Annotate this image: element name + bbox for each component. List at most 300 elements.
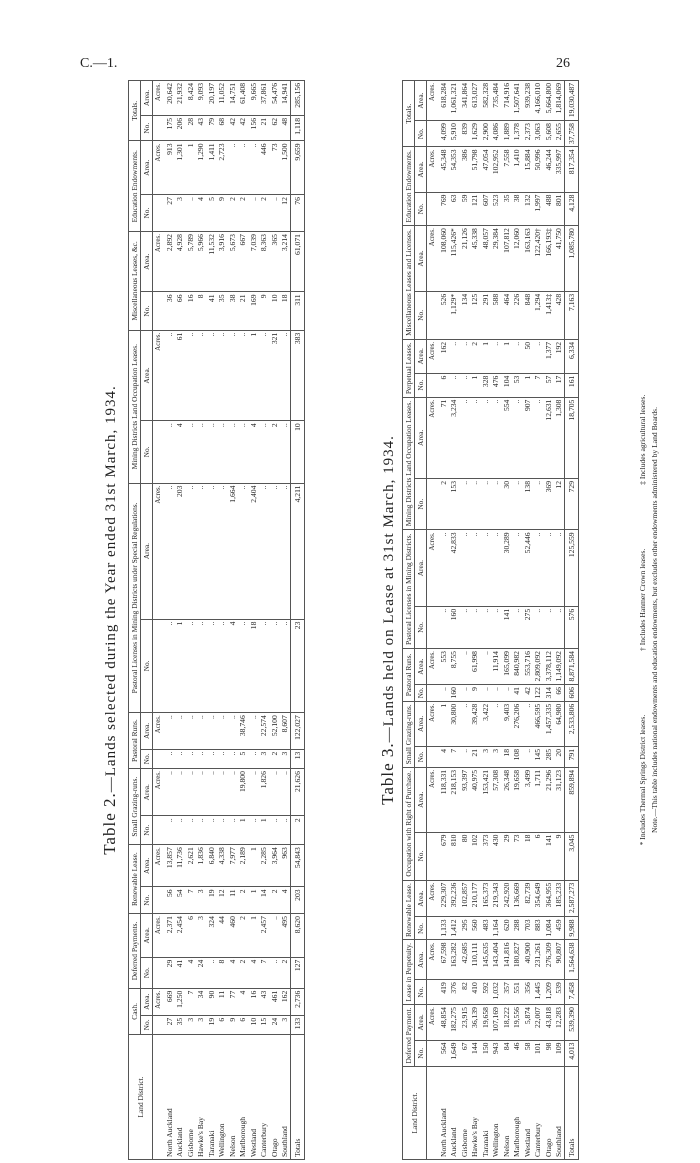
table-cell: .. <box>532 397 543 478</box>
table-cell: 5 <box>206 195 217 232</box>
table-cell: 41,750 <box>553 226 564 292</box>
table-cell: 141 <box>543 832 554 880</box>
table-cell: 4,086 <box>490 121 501 147</box>
table-cell: 3 <box>279 749 290 768</box>
district-name: Auckland <box>174 1035 185 1160</box>
total-cell: 383 <box>290 330 305 421</box>
table-cell: 18 <box>279 292 290 330</box>
unit-spacer <box>427 746 438 767</box>
table-cell: 19,556 <box>511 1005 522 1041</box>
table-row <box>227 81 238 1160</box>
unit-label: Acres. <box>427 226 438 292</box>
table-cell: .. <box>269 816 280 845</box>
table3-note: Note.—This table includes national endowments and education endowments, but excludes other endowments administered by Land Boards. <box>650 407 659 833</box>
table-cell: 109 <box>553 1040 564 1066</box>
table-cell: 61,408 <box>237 81 248 116</box>
table-cell: .. <box>258 619 269 713</box>
table-cell: .. <box>248 769 259 816</box>
no-subheader: No. <box>141 195 153 232</box>
table-cell: 3,234 <box>448 397 459 478</box>
table-cell: 356 <box>522 980 533 1005</box>
unit-label: Acres. <box>153 713 164 749</box>
table-cell: 90,807 <box>553 940 564 980</box>
table-row <box>543 81 554 1160</box>
table-cell: 7 <box>448 746 459 767</box>
table-cell: .. <box>206 816 217 845</box>
totals-label: Totals <box>290 1035 305 1160</box>
district-name: Canterbury <box>258 1035 269 1160</box>
district-name: Otago <box>543 1067 554 1160</box>
table-cell: .. <box>459 701 470 746</box>
table3-group-header-row <box>403 81 415 1160</box>
table2-title: Table 2.—Lands selected during the Year ended 31st March, 1934. <box>100 385 119 855</box>
unit-spacer <box>153 115 164 141</box>
no-subheader: No. <box>141 421 153 483</box>
table-cell: 1,649 <box>448 1040 459 1066</box>
area-subheader: Area. <box>415 767 427 832</box>
table-cell: 141 <box>501 606 512 648</box>
table-cell: 2,655 <box>553 121 564 147</box>
table3-group-header: Renewable Lease. <box>403 880 415 940</box>
table-cell: .. <box>237 421 248 483</box>
table-cell: .. <box>195 330 206 421</box>
table-cell: 2 <box>237 195 248 232</box>
total-cell: 2,533,806 <box>564 701 579 746</box>
table-cell: 1 <box>258 816 269 845</box>
table-cell: 206 <box>174 115 185 141</box>
table-cell: 373 <box>480 832 491 880</box>
area-subheader: Area. <box>141 988 153 1015</box>
district-name: Southland <box>279 1035 290 1160</box>
unit-spacer <box>427 373 438 397</box>
no-subheader: No. <box>415 746 427 767</box>
unit-label: Acres. <box>153 483 164 619</box>
table-cell: 203 <box>174 483 185 619</box>
table-cell: 163,163 <box>522 226 533 292</box>
table-cell: 93,397 <box>459 767 470 832</box>
table-cell: .. <box>258 483 269 619</box>
table-cell: .. <box>459 606 470 648</box>
table-cell: 27 <box>164 1015 175 1034</box>
table-cell: .. <box>469 397 480 478</box>
page-reference: C.—1. <box>80 56 118 71</box>
unit-label: Acres. <box>153 845 164 887</box>
table-row <box>438 81 449 1160</box>
table-cell: 1 <box>185 141 196 195</box>
table-cell: 47,054 <box>480 147 491 192</box>
table-cell: .. <box>174 816 185 845</box>
table-cell: .. <box>237 330 248 421</box>
table-cell: 1 <box>237 816 248 845</box>
table-row <box>448 81 459 1160</box>
table-cell: 134 <box>459 291 470 339</box>
table-cell: .. <box>206 749 217 768</box>
table-cell: 3 <box>174 195 185 232</box>
table-cell: 24 <box>269 1015 280 1034</box>
table-cell: 41 <box>174 957 185 988</box>
table-cell: 11 <box>227 887 238 914</box>
table-cell: 4,166,010 <box>532 81 543 121</box>
table-cell: .. <box>532 530 543 606</box>
table-cell: 18 <box>248 619 259 713</box>
table-cell: 459 <box>553 917 564 940</box>
table-cell: 11,052 <box>216 81 227 116</box>
table-cell: 483 <box>480 917 491 940</box>
table-cell: 1,061,321 <box>448 81 459 121</box>
district-name: Nelson <box>227 1035 238 1160</box>
table-cell: 107,169 <box>490 1005 501 1041</box>
district-name: Wellington <box>490 1067 501 1160</box>
table-cell: .. <box>511 339 522 373</box>
district-name: Canterbury <box>532 1067 543 1160</box>
table-cell: 2,189 <box>237 845 248 887</box>
table-cell: 108 <box>511 746 522 767</box>
unit-label: Acres. <box>427 81 438 121</box>
table-cell: 24 <box>195 957 206 988</box>
table-cell: 242,920 <box>501 880 512 917</box>
table-cell: 165,099 <box>501 649 512 685</box>
total-cell: 4,211 <box>290 483 305 619</box>
unit-label: Acres. <box>427 147 438 192</box>
district-name: North Auckland <box>438 1067 449 1160</box>
unit-label: Acres. <box>427 940 438 980</box>
table-cell: .. <box>185 483 196 619</box>
table-cell: 564 <box>438 1040 449 1066</box>
table-cell: 321 <box>269 330 280 421</box>
unit-label: Acres. <box>153 141 164 195</box>
table-cell: 295 <box>459 917 470 940</box>
table-cell: 9 <box>216 195 227 232</box>
table-cell: .. <box>269 957 280 988</box>
table-cell: 45,348 <box>438 147 449 192</box>
table-cell: 2 <box>438 478 449 529</box>
unit-spacer <box>153 1015 164 1034</box>
table-cell: 1 <box>469 373 480 397</box>
table-cell: .. <box>553 606 564 648</box>
table-cell: 35 <box>216 292 227 330</box>
table-cell: 21,296 <box>543 767 554 832</box>
total-cell: 54,843 <box>290 845 305 887</box>
table-cell: 3,916 <box>216 232 227 292</box>
table-cell: 3,063 <box>532 121 543 147</box>
district-name: North Auckland <box>164 1035 175 1160</box>
table-cell: 883 <box>532 917 543 940</box>
table-cell: 735,484 <box>490 81 501 121</box>
table-cell: 3,964 <box>269 845 280 887</box>
table-cell: 5,874 <box>522 1005 533 1041</box>
table-cell: 1,457,335 <box>543 701 554 746</box>
table-cell: 328 <box>480 373 491 397</box>
table-cell: 314 <box>543 685 554 702</box>
table-cell: 3 <box>480 746 491 767</box>
table-cell: 19,800 <box>237 769 248 816</box>
table-cell: 419 <box>438 980 449 1005</box>
table-cell: 466,595 <box>532 701 543 746</box>
table-cell: .. <box>164 816 175 845</box>
table-row <box>185 81 196 1160</box>
no-subheader: No. <box>415 832 427 880</box>
unit-label: Acres. <box>427 530 438 606</box>
table-cell: .. <box>553 530 564 606</box>
table-row <box>501 81 512 1160</box>
no-subheader: No. <box>415 373 427 397</box>
area-subheader: Area. <box>415 530 427 606</box>
unit-spacer <box>153 749 164 768</box>
table-cell: 226 <box>511 291 522 339</box>
table-cell: 3,422 <box>480 701 491 746</box>
district-name: Hawke's Bay <box>469 1067 480 1160</box>
table-cell: 42 <box>522 685 533 702</box>
table-cell: 410 <box>469 980 480 1005</box>
table-cell: 48 <box>279 115 290 141</box>
total-cell: 10 <box>290 421 305 483</box>
area-subheader: Area. <box>141 232 153 292</box>
table-cell: 166,193‡ <box>543 226 554 292</box>
table-cell: 7 <box>258 957 269 988</box>
table-cell: .. <box>522 746 533 767</box>
table-cell: 153,421 <box>480 767 491 832</box>
table-cell: 2,809,092 <box>532 649 543 685</box>
table-cell: .. <box>511 478 522 529</box>
table-cell: 52,100 <box>269 713 280 749</box>
table-cell: 165,373 <box>480 880 491 917</box>
table-cell: 1,294 <box>532 291 543 339</box>
table-cell: .. <box>448 339 459 373</box>
unit-label: Acres. <box>427 339 438 373</box>
table-cell: 2,621 <box>185 845 196 887</box>
no-subheader: No. <box>141 619 153 713</box>
table-cell: .. <box>248 816 259 845</box>
table-cell: 2 <box>469 339 480 373</box>
table-cell: 35 <box>174 1015 185 1034</box>
table-row <box>206 81 217 1160</box>
table-cell: 43,818 <box>543 1005 554 1041</box>
table-cell: 150 <box>480 1040 491 1066</box>
table-cell: 1 <box>248 914 259 958</box>
table-cell: 523 <box>490 192 501 226</box>
table-cell: 2,371 <box>164 914 175 958</box>
table-cell: 26,348 <box>501 767 512 832</box>
table-cell: .. <box>248 141 259 195</box>
district-name: Taranaki <box>206 1035 217 1160</box>
table-cell: 37,861 <box>258 81 269 116</box>
table-cell: .. <box>269 619 280 713</box>
total-cell: 37,758 <box>564 121 579 147</box>
table-cell: .. <box>258 330 269 421</box>
table-cell: 1,711 <box>532 767 543 832</box>
district-name: Westland <box>522 1067 533 1160</box>
table-cell: .. <box>258 421 269 483</box>
totals-row <box>564 81 579 1160</box>
table-cell: 285 <box>543 746 554 767</box>
table-cell: 101 <box>532 1040 543 1066</box>
table-cell: 6 <box>532 832 543 880</box>
table-cell: 162 <box>279 988 290 1015</box>
district-name: Nelson <box>501 1067 512 1160</box>
table-cell: 1,412 <box>448 917 459 940</box>
totals-label: Totals <box>564 1067 579 1160</box>
unit-spacer <box>427 980 438 1005</box>
table-cell: 67,598 <box>438 940 449 980</box>
table-cell: 16 <box>248 988 259 1015</box>
total-cell: 8,871,584 <box>564 649 579 685</box>
table-cell: 53 <box>511 373 522 397</box>
table-cell: 2,892 <box>164 232 175 292</box>
table-cell: .. <box>227 749 238 768</box>
table-cell: 48,057 <box>480 226 491 292</box>
table-cell: 5,608 <box>543 121 554 147</box>
table-cell: 4 <box>227 619 238 713</box>
table-cell: 7 <box>185 988 196 1015</box>
table2-group-header: Pastoral Licenses in Mining Districts under Special Regulations. <box>129 483 141 713</box>
total-cell: 133 <box>290 1015 305 1034</box>
table-cell: 9 <box>258 292 269 330</box>
table-cell: 4 <box>195 195 206 232</box>
table-cell: 19 <box>206 1015 217 1034</box>
table2-group-header: Miscellaneous Leases, &c. <box>129 232 141 331</box>
table-cell: 136,669 <box>511 880 522 917</box>
table-cell: 160 <box>448 685 459 702</box>
table-cell: 138 <box>522 478 533 529</box>
table-cell: 1,032 <box>490 980 501 1005</box>
table-cell: 145 <box>532 746 543 767</box>
table-cell: 801 <box>553 192 564 226</box>
table-cell: 3 <box>279 1015 290 1034</box>
table3-group-header: Lease in Perpetuity. <box>403 940 415 1005</box>
table-cell: .. <box>227 769 238 816</box>
table-cell: 19,658 <box>480 1005 491 1041</box>
table-cell: .. <box>206 421 217 483</box>
table-cell: 118,331 <box>438 767 449 832</box>
no-subheader: No. <box>141 292 153 330</box>
table-cell: 61,998 <box>469 649 480 685</box>
table-cell: 6 <box>237 1015 248 1034</box>
table-cell: 1 <box>248 330 259 421</box>
table-cell: 141,816 <box>501 940 512 980</box>
table-cell: 1,133 <box>438 917 449 940</box>
table-cell: 12,631 <box>543 397 554 478</box>
table-cell: 1 <box>174 619 185 713</box>
table-cell: 110,111 <box>469 940 480 980</box>
table-cell: .. <box>185 713 196 749</box>
table-cell: .. <box>216 483 227 619</box>
table-cell: 1,290 <box>195 141 206 195</box>
table-cell: 2 <box>237 957 248 988</box>
table-cell: 82 <box>459 980 470 1005</box>
table-cell: 582,328 <box>480 81 491 121</box>
table-cell: .. <box>269 914 280 958</box>
area-subheader: Area. <box>415 226 427 292</box>
table3-group-header: Small Grazing-runs. <box>403 701 415 767</box>
table-cell: .. <box>174 713 185 749</box>
table-cell: 8,755 <box>448 649 459 685</box>
total-cell: 576 <box>564 606 579 648</box>
table-cell: 551 <box>511 980 522 1005</box>
table-cell: .. <box>248 195 259 232</box>
table-cell: 43 <box>258 988 269 1015</box>
table-cell: 79 <box>206 115 217 141</box>
total-cell: 791 <box>564 746 579 767</box>
unit-row <box>427 81 438 1160</box>
table-cell: 1,997 <box>532 192 543 226</box>
page-number: 26 <box>556 56 570 71</box>
table-cell: 6 <box>438 373 449 397</box>
area-subheader: Area. <box>141 914 153 958</box>
unit-spacer <box>153 195 164 232</box>
table-cell: 13,857 <box>164 845 175 887</box>
table-cell: 3 <box>185 1015 196 1034</box>
table-cell: 276,309 <box>543 940 554 980</box>
total-cell: 76 <box>290 195 305 232</box>
table-cell: 839 <box>459 121 470 147</box>
table-cell: 27 <box>164 195 175 232</box>
table-cell: 21,932 <box>174 81 185 116</box>
area-subheader: Area. <box>141 713 153 749</box>
table-cell: 115,426* <box>448 226 459 292</box>
unit-label: Acres. <box>153 232 164 292</box>
table-cell: 12 <box>279 195 290 232</box>
table-cell: 14,751 <box>227 81 238 116</box>
table-cell: 2 <box>237 887 248 914</box>
unit-spacer <box>427 121 438 147</box>
table-cell: 218,153 <box>448 767 459 832</box>
table-cell: 30,800 <box>448 701 459 746</box>
no-subheader: No. <box>415 917 427 940</box>
table-cell: 10 <box>248 1015 259 1034</box>
unit-label: Acres. <box>153 330 164 421</box>
table-row <box>164 81 175 1160</box>
table-cell: .. <box>185 619 196 713</box>
table-cell: 182,275 <box>448 1005 459 1041</box>
table-cell: 12 <box>216 887 227 914</box>
table-cell: 52,446 <box>522 530 533 606</box>
table-cell: .. <box>185 769 196 816</box>
table-cell: 392,236 <box>448 880 459 917</box>
table-cell: 42,685 <box>459 940 470 980</box>
table-cell: 9 <box>227 1015 238 1034</box>
total-cell: 2,736 <box>290 988 305 1015</box>
table-cell: 3 <box>258 749 269 768</box>
table-cell: .. <box>543 606 554 648</box>
no-subheader: No. <box>415 980 427 1005</box>
table-cell: 18 <box>522 832 533 880</box>
total-cell: 539,390 <box>564 1005 579 1041</box>
district-name: Auckland <box>448 1067 459 1160</box>
table-cell: 560 <box>469 917 480 940</box>
table-cell: .. <box>206 713 217 749</box>
table-row <box>511 81 522 1160</box>
table-cell: 175 <box>164 115 175 141</box>
table-cell: 11,532 <box>206 232 217 292</box>
table-cell: 66 <box>174 292 185 330</box>
table-cell: 620 <box>501 917 512 940</box>
area-subheader: Area. <box>415 81 427 121</box>
table-cell: 57,308 <box>490 767 501 832</box>
table-cell: 2 <box>227 195 238 232</box>
table-row <box>553 81 564 1160</box>
table-cell: 4 <box>248 421 259 483</box>
table-cell: .. <box>490 685 501 702</box>
totals-row <box>290 81 305 1160</box>
unit-spacer <box>427 832 438 880</box>
table-cell: 275 <box>522 606 533 648</box>
table-cell: .. <box>269 769 280 816</box>
table-cell: 1,413‡ <box>543 291 554 339</box>
table-cell: 15,884 <box>522 147 533 192</box>
footnote: * Includes Thermal Springs District leases. <box>638 714 647 846</box>
table-cell: 554 <box>501 397 512 478</box>
table-cell: 7,039 <box>248 232 259 292</box>
